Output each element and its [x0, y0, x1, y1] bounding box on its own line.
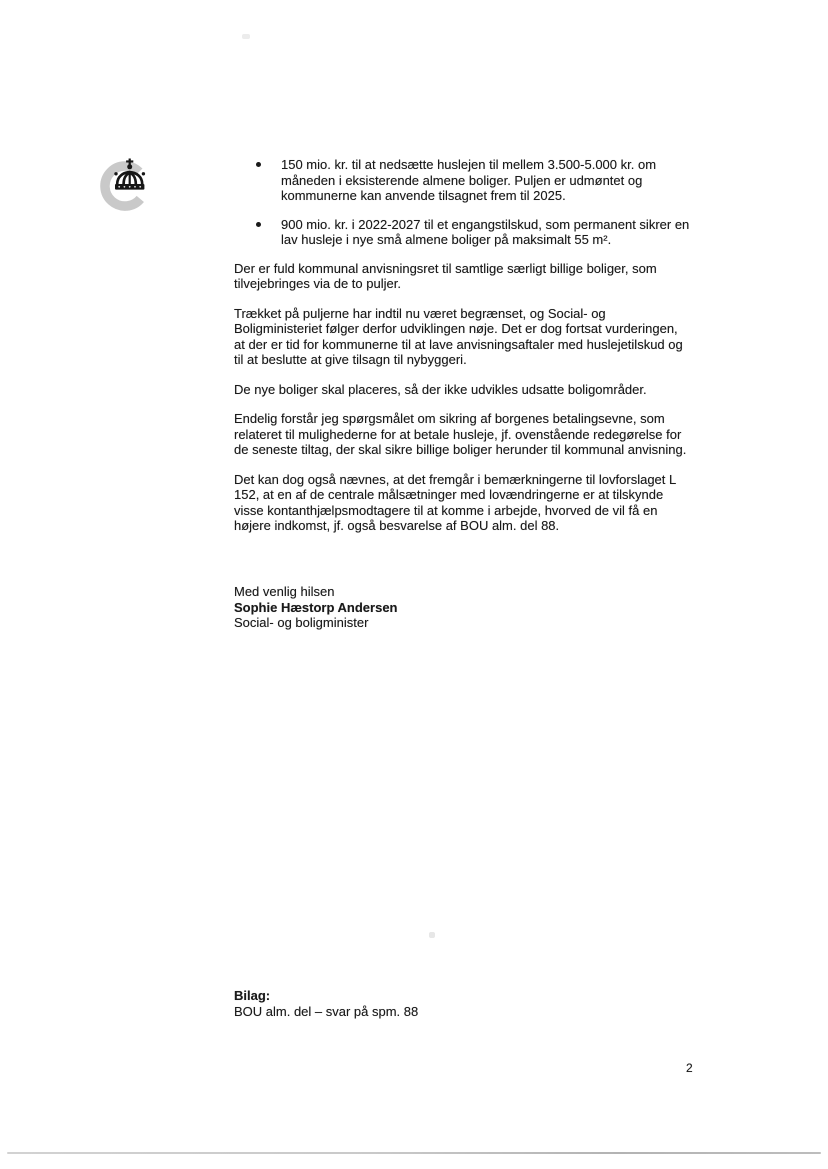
- scan-artifact: [429, 932, 435, 938]
- text-line: de seneste tiltag, der skal sikre billige boliger herunder til kommunal anvisning.: [234, 442, 687, 457]
- attachment-label: Bilag:: [234, 988, 271, 1003]
- signer-title: Social- og boligminister: [234, 615, 369, 630]
- text-line: Trækket på puljerne har indtil nu været begrænset, og Social- og: [234, 305, 606, 321]
- text-line: Det kan dog også nævnes, at det fremgår i bemærkningerne til lovforslaget L: [234, 471, 677, 487]
- text-line: visse kontanthjælpsmodtagere til at komme i arbejde, hvorved de vil få en: [234, 502, 658, 518]
- paragraph: [234, 306, 712, 368]
- bullet-item: [256, 157, 712, 204]
- scan-artifact: [242, 34, 250, 39]
- paragraph: [234, 261, 712, 292]
- bullet-marker-icon: [256, 162, 261, 167]
- salutation: Med venlig hilsen: [234, 584, 335, 599]
- bullet-item: [256, 217, 712, 248]
- text-line: relateret til mulighederne for at betale husleje, jf. ovenstående redegørelse for: [234, 426, 682, 442]
- text-line: til at beslutte at give tilsagn til nybyggeri.: [234, 352, 467, 367]
- signature-block: [234, 584, 397, 631]
- paragraph: [234, 472, 712, 534]
- attachment-value: BOU alm. del – svar på spm. 88: [234, 1003, 419, 1019]
- text-line: Boligministeriet følger derfor udviklingen nøje. Det er dog fortsat vurderingen,: [234, 321, 678, 336]
- crown-c-logo-icon: [96, 150, 168, 218]
- text-line: 150 mio. kr. til at nedsætte huslejen til mellem 3.500-5.000 kr. om: [281, 157, 657, 172]
- text-line: måneden i eksisterende almene boliger. Puljen er udmøntet og: [281, 172, 643, 188]
- text-line: lav husleje i nye små almene boliger på maksimalt 55 m².: [281, 232, 612, 247]
- bullet-list: [256, 157, 712, 248]
- scan-edge-line: [7, 1152, 821, 1154]
- paragraph: [234, 382, 712, 398]
- text-line: Der er fuld kommunal anvisningsret til samtlige særligt billige boliger, som: [234, 260, 657, 276]
- bullet-marker-icon: [256, 222, 261, 227]
- text-line: at der er tid for kommunerne til at lave anvisningsaftaler med huslejetilskud og: [234, 336, 683, 352]
- text-line: tilvejebringes via de to puljer.: [234, 276, 401, 291]
- attachment-block: [234, 988, 418, 1019]
- text-line: højere indkomst, jf. også besvarelse af BOU alm. del 88.: [234, 518, 560, 533]
- text-line: Endelig forstår jeg spørgsmålet om sikring af borgenes betalingsevne, som: [234, 411, 665, 426]
- text-line: kommunerne kan anvende tilsagnet frem til 2025.: [281, 188, 566, 203]
- paragraph: [234, 411, 712, 458]
- page-number: 2: [686, 1061, 693, 1075]
- text-line: 900 mio. kr. i 2022-2027 til et engangstilskud, som permanent sikrer en: [281, 216, 690, 232]
- text-line: De nye boliger skal placeres, så der ikke udvikles udsatte boligområder.: [234, 381, 647, 397]
- letter-body: [234, 157, 712, 548]
- text-line: 152, at en af de centrale målsætninger med lovændringerne er at tilskynde: [234, 487, 664, 502]
- signer-name: Sophie Hæstorp Andersen: [234, 599, 398, 615]
